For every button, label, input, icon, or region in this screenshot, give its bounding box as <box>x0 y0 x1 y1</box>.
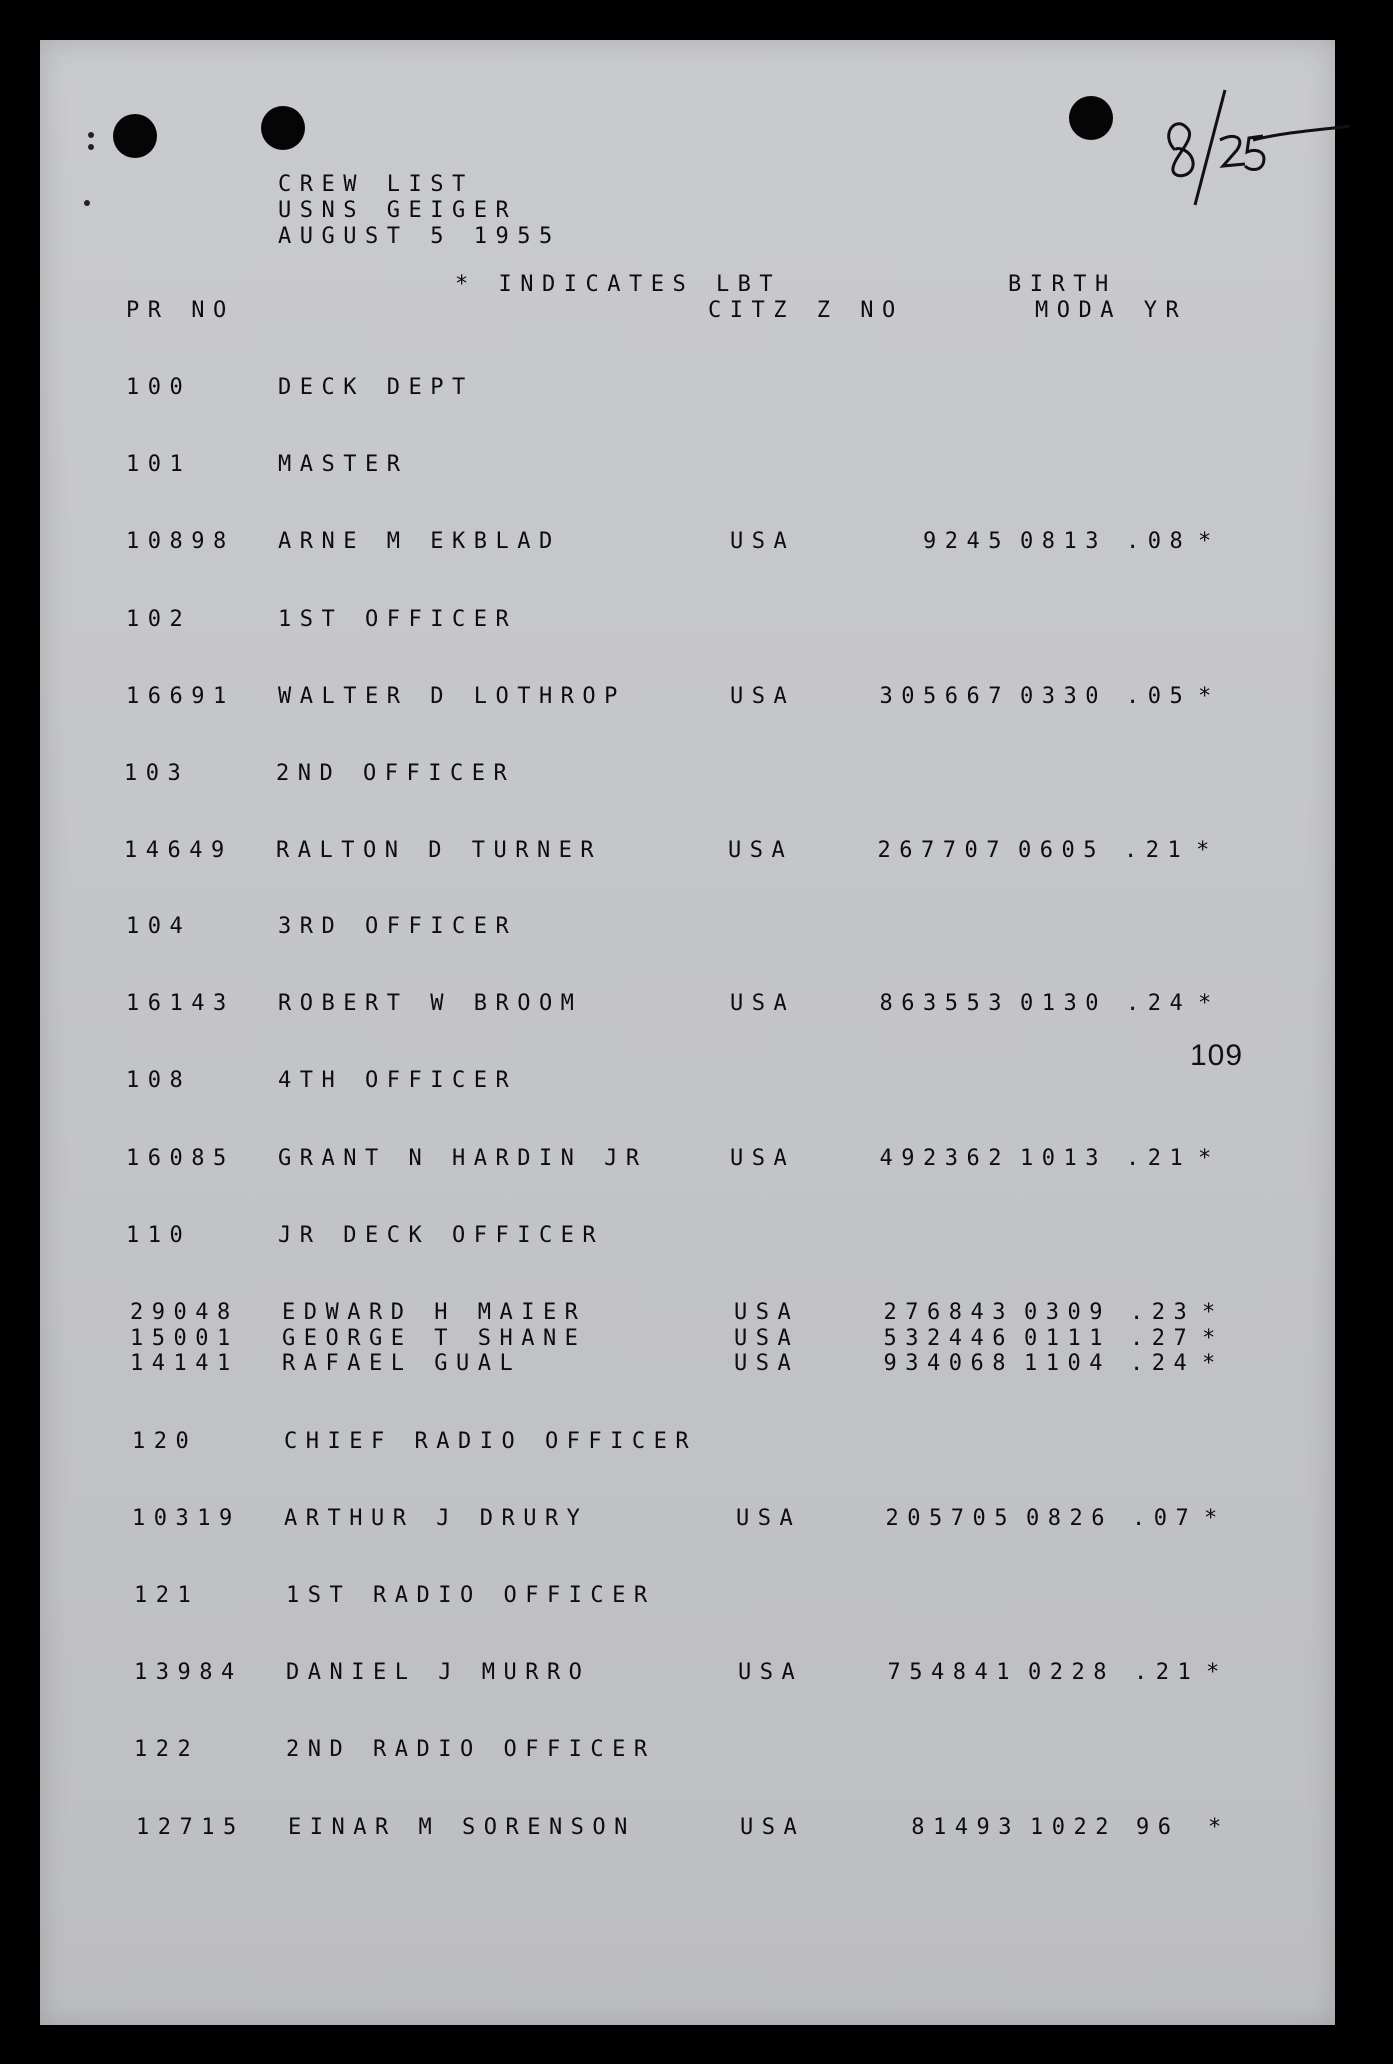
cell-name: DANIEL J MURRO <box>286 1660 591 1685</box>
cell-yr: .08 <box>1126 529 1192 554</box>
cell-moda: 1104 <box>1024 1351 1111 1376</box>
title-line-2: USNS GEIGER <box>278 198 518 223</box>
cell-pr: 108 <box>126 1068 192 1093</box>
cell-star: * <box>1202 1351 1224 1376</box>
cell-star: * <box>1196 838 1218 863</box>
cell-citz: USA <box>734 1326 800 1351</box>
crew-row <box>40 1326 1335 1352</box>
punch-hole-left <box>113 114 157 158</box>
position-title: DECK DEPT <box>278 375 474 400</box>
position-title: 4TH OFFICER <box>278 1068 518 1093</box>
crew-row <box>40 529 1335 555</box>
cell-pr: 16143 <box>126 991 235 1016</box>
cell-name: ARNE M EKBLAD <box>278 529 561 554</box>
cell-zno: 305667 <box>879 684 1010 709</box>
position-title: 1ST RADIO OFFICER <box>286 1583 656 1608</box>
cell-star: * <box>1198 684 1220 709</box>
cell-name: GRANT N HARDIN JR <box>278 1146 648 1171</box>
section-header-row <box>40 607 1335 633</box>
cell-citz: USA <box>728 838 794 863</box>
cell-citz: USA <box>738 1660 804 1685</box>
position-title: JR DECK OFFICER <box>278 1223 605 1248</box>
document-page <box>40 40 1335 2025</box>
speck <box>84 200 90 206</box>
cell-pr: 29048 <box>130 1300 239 1325</box>
cell-moda: 0813 <box>1020 529 1107 554</box>
speck <box>88 144 94 150</box>
cell-pr: 103 <box>124 761 190 786</box>
cell-yr: .07 <box>1132 1506 1198 1531</box>
cell-pr: 121 <box>134 1583 200 1608</box>
cell-zno: 267707 <box>877 838 1008 863</box>
cell-citz: USA <box>734 1300 800 1325</box>
page-number-stamp: 109 <box>1190 1039 1244 1072</box>
cell-name: EDWARD H MAIER <box>282 1300 587 1325</box>
cell-pr: 104 <box>126 914 192 939</box>
cell-citz: USA <box>736 1506 802 1531</box>
cell-pr: 16691 <box>126 684 235 709</box>
cell-citz: USA <box>734 1351 800 1376</box>
cell-citz: USA <box>730 991 796 1016</box>
cell-pr: 15001 <box>130 1326 239 1351</box>
cell-yr: .05 <box>1126 684 1192 709</box>
cell-zno: 532446 <box>883 1326 1014 1351</box>
cell-star: * <box>1208 1815 1230 1840</box>
pr-no-header: PR NO <box>126 298 235 323</box>
position-title: 3RD OFFICER <box>278 914 518 939</box>
section-header-row <box>40 1429 1335 1455</box>
cell-yr: .21 <box>1124 838 1190 863</box>
cell-yr: .27 <box>1130 1326 1196 1351</box>
cell-name: EINAR M SORENSON <box>288 1815 636 1840</box>
crew-row <box>40 1815 1335 1841</box>
cell-moda: 0309 <box>1024 1300 1111 1325</box>
crew-row <box>40 684 1335 710</box>
crew-row <box>40 1351 1335 1377</box>
cell-pr: 102 <box>126 607 192 632</box>
cell-moda: 0826 <box>1026 1506 1113 1531</box>
cell-pr: 122 <box>134 1737 200 1762</box>
cell-name: RALTON D TURNER <box>276 838 603 863</box>
cell-moda: 0111 <box>1024 1326 1111 1351</box>
cell-name: GEORGE T SHANE <box>282 1326 587 1351</box>
cell-star: * <box>1204 1506 1226 1531</box>
position-title: 2ND OFFICER <box>276 761 516 786</box>
position-title: 2ND RADIO OFFICER <box>286 1737 656 1762</box>
cell-pr: 110 <box>126 1223 192 1248</box>
cell-star: * <box>1202 1326 1224 1351</box>
cell-zno: 492362 <box>879 1146 1010 1171</box>
position-title: CHIEF RADIO OFFICER <box>284 1429 698 1454</box>
cell-pr: 10898 <box>126 529 235 554</box>
cell-star: * <box>1198 529 1220 554</box>
crew-row <box>40 1660 1335 1686</box>
section-header-row <box>40 1737 1335 1763</box>
cell-zno: 863553 <box>879 991 1010 1016</box>
crew-row <box>40 838 1335 864</box>
cell-zno: 934068 <box>883 1351 1014 1376</box>
cell-zno: 205705 <box>885 1506 1016 1531</box>
section-header-row <box>40 375 1335 401</box>
crew-row <box>40 991 1335 1017</box>
section-header-row <box>40 1583 1335 1609</box>
cell-zno: 276843 <box>883 1300 1014 1325</box>
punch-hole-right <box>1069 96 1113 140</box>
cell-citz: USA <box>740 1815 806 1840</box>
speck <box>88 132 94 138</box>
cell-yr: 96 <box>1136 1815 1180 1840</box>
section-header-row <box>40 1068 1335 1094</box>
cell-moda: 1022 <box>1030 1815 1117 1840</box>
section-header-row <box>40 914 1335 940</box>
cell-pr: 100 <box>126 375 192 400</box>
position-title: 1ST OFFICER <box>278 607 518 632</box>
cell-zno: 81493 <box>911 1815 1020 1840</box>
crew-row <box>40 1146 1335 1172</box>
cell-pr: 101 <box>126 452 192 477</box>
title-line-3: AUGUST 5 1955 <box>278 224 561 249</box>
cell-star: * <box>1202 1300 1224 1325</box>
cell-yr: .21 <box>1126 1146 1192 1171</box>
cell-name: WALTER D LOTHROP <box>278 684 626 709</box>
cell-citz: USA <box>730 684 796 709</box>
cell-star: * <box>1198 1146 1220 1171</box>
cell-citz: USA <box>730 1146 796 1171</box>
section-header-row <box>40 452 1335 478</box>
cell-moda: 0330 <box>1020 684 1107 709</box>
handwritten-annotation <box>1145 80 1355 210</box>
cell-yr: .21 <box>1134 1660 1200 1685</box>
cell-yr: .24 <box>1126 991 1192 1016</box>
cell-pr: 14649 <box>124 838 233 863</box>
crew-row <box>40 1506 1335 1532</box>
moda-yr-header: MODA YR <box>1035 298 1188 323</box>
cell-pr: 13984 <box>134 1660 243 1685</box>
cell-citz: USA <box>730 529 796 554</box>
cell-pr: 12715 <box>136 1815 245 1840</box>
cell-pr: 14141 <box>130 1351 239 1376</box>
cell-star: * <box>1198 991 1220 1016</box>
cell-yr: .23 <box>1130 1300 1196 1325</box>
cell-name: ARTHUR J DRURY <box>284 1506 589 1531</box>
cell-zno: 754841 <box>887 1660 1018 1685</box>
cell-moda: 0605 <box>1018 838 1105 863</box>
punch-hole-center <box>261 106 305 150</box>
cell-pr: 16085 <box>126 1146 235 1171</box>
citz-z-no-header: CITZ Z NO <box>708 298 904 323</box>
cell-yr: .24 <box>1130 1351 1196 1376</box>
cell-zno: 9245 <box>923 529 1010 554</box>
cell-name: ROBERT W BROOM <box>278 991 583 1016</box>
cell-moda: 0228 <box>1028 1660 1115 1685</box>
cell-name: RAFAEL GUAL <box>282 1351 522 1376</box>
cell-moda: 1013 <box>1020 1146 1107 1171</box>
lbt-note: * INDICATES LBT <box>455 272 782 297</box>
cell-pr: 120 <box>132 1429 198 1454</box>
position-title: MASTER <box>278 452 409 477</box>
section-header-row <box>40 1223 1335 1249</box>
section-header-row <box>40 761 1335 787</box>
birth-header: BIRTH <box>1008 272 1117 297</box>
cell-star: * <box>1206 1660 1228 1685</box>
cell-moda: 0130 <box>1020 991 1107 1016</box>
cell-pr: 10319 <box>132 1506 241 1531</box>
crew-row <box>40 1300 1335 1326</box>
title-line-1: CREW LIST <box>278 172 474 197</box>
